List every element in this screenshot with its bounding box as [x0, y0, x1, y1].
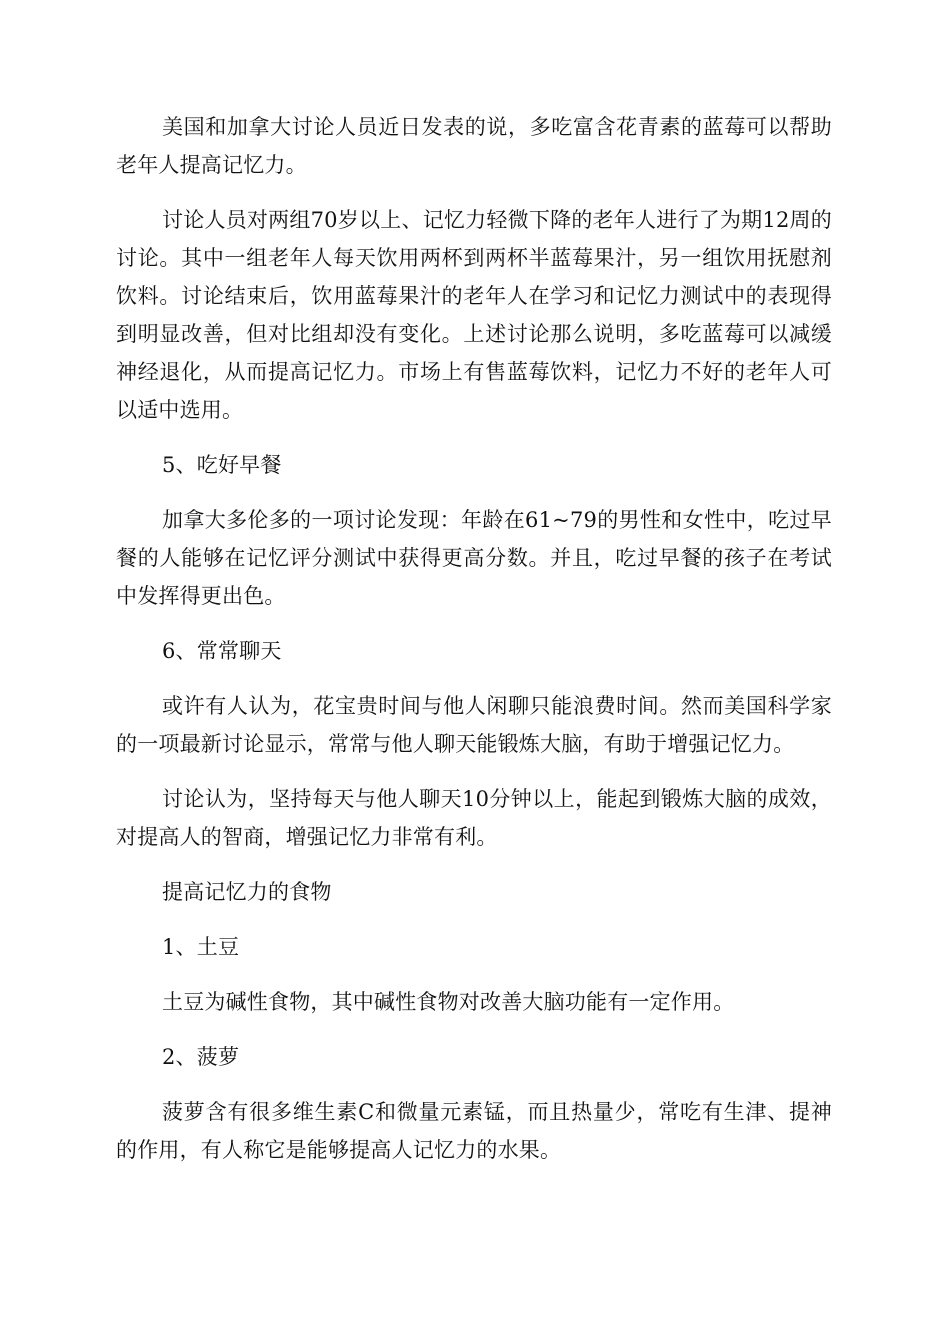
heading-memory-foods: 提高记忆力的食物 [162, 880, 332, 904]
heading-chat-often: 6、常常聊天 [162, 639, 282, 663]
paragraph-chat-conclusion: 讨论认为，坚持每天与他人聊天10分钟以上，能起到锻炼大脑的成效，对提高人的智商，增强记忆力非常有利。 [116, 787, 832, 849]
paragraph-pineapple: 菠萝含有很多维生素C和微量元素锰，而且热量少，常吃有生津、提神的作用，有人称它是能够提高人记忆力的水果。 [116, 1100, 832, 1162]
document-body [116, 108, 832, 1186]
paragraph-potato: 土豆为碱性食物，其中碱性食物对改善大脑功能有一定作用。 [162, 990, 735, 1014]
paragraph-blueberry-details: 讨论人员对两组70岁以上、记忆力轻微下降的老年人进行了为期12周的讨论。其中一组老年人每天饮用两杯到两杯半蓝莓果汁，另一组饮用抚慰剂饮料。讨论结束后，饮用蓝莓果汁的老年人在学习和记忆力测试中的表现得到明显改善，但对比组却没有变化。上述讨论那么说明，多吃蓝莓可以减缓神经退化，从而提高记忆力。市场上有售蓝莓饮料，记忆力不好的老年人可以适中选用。 [116, 208, 832, 422]
paragraph-breakfast-study: 加拿大多伦多的一项讨论发现：年龄在61~79的男性和女性中，吃过早餐的人能够在记忆评分测试中获得更高分数。并且，吃过早餐的孩子在考试中发挥得更出色。 [116, 508, 832, 608]
heading-pineapple: 2、菠萝 [162, 1045, 240, 1069]
heading-eat-breakfast: 5、吃好早餐 [162, 453, 282, 477]
paragraph-blueberry-study: 美国和加拿大讨论人员近日发表的说，多吃富含花青素的蓝莓可以帮助老年人提高记忆力。 [116, 115, 832, 177]
paragraph-chat-study: 或许有人认为，花宝贵时间与他人闲聊只能浪费时间。然而美国科学家的一项最新讨论显示，常常与他人聊天能锻炼大脑，有助于增强记忆力。 [116, 694, 832, 756]
heading-potato: 1、土豆 [162, 935, 240, 959]
